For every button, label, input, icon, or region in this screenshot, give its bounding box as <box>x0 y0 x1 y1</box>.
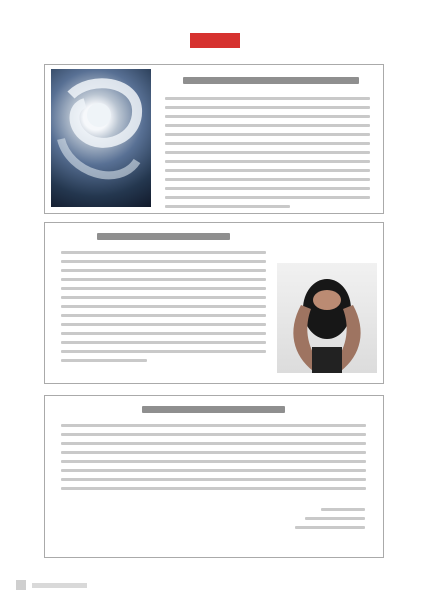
article-body-2 <box>61 251 266 368</box>
typhoon-photo <box>51 69 151 207</box>
article-body-1 <box>165 97 370 214</box>
article-title-3 <box>142 406 285 413</box>
typhoon-art <box>51 69 151 207</box>
balding-man-photo <box>277 263 377 373</box>
article-box-1 <box>44 64 384 214</box>
article-body-3 <box>61 424 366 496</box>
article-credits <box>305 508 365 535</box>
article-box-3 <box>44 395 384 558</box>
section-tag <box>190 33 240 48</box>
article-title-2 <box>97 233 230 240</box>
balding-man-art <box>277 263 377 373</box>
page-number <box>16 580 26 590</box>
article-title-1 <box>183 77 359 84</box>
article-box-2 <box>44 222 384 384</box>
magazine-issue <box>32 583 87 588</box>
